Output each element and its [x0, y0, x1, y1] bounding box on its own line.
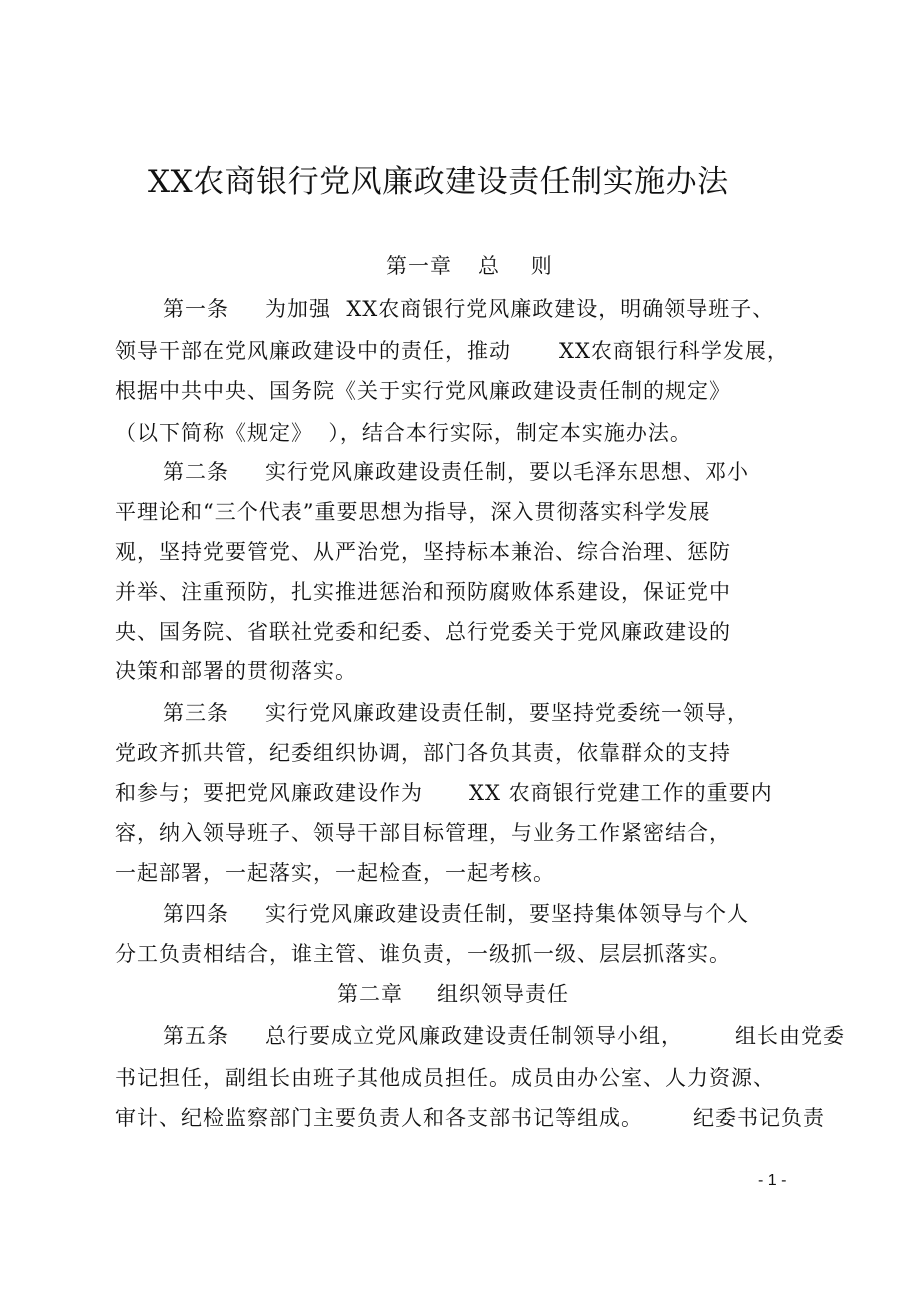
chapter-number: 第二章	[337, 982, 403, 1006]
article-line: 容，纳入领导班子、领导干部目标管理，与业务工作紧密结合，	[115, 821, 731, 845]
article-text: 为加强 XX农商银行党风廉政建设，明确领导班子、	[265, 297, 775, 321]
article-text: 审计、纪检监察部门主要负责人和各支部书记等组成。	[115, 1106, 643, 1130]
article-text: 实行党风廉政建设责任制，要坚持集体领导与个人	[265, 902, 749, 926]
article-line: 一起部署，一起落实，一起检查，一起考核。	[115, 861, 555, 885]
article-text: 和参与；要把党风廉政建设作为	[115, 781, 423, 805]
article-line: 平理论和“三个代表”重要思想为指导，深入贯彻落实科学发展	[115, 500, 711, 524]
article-number: 第五条	[163, 1024, 229, 1048]
article-line	[163, 295, 774, 323]
article-line	[115, 1104, 825, 1132]
article-text: 实行党风廉政建设责任制，要以毛泽东思想、邓小	[265, 460, 749, 484]
article-line: 分工负责相结合，谁主管、谁负责，一级抓一级、层层抓落实。	[115, 942, 731, 966]
chapter-heading	[386, 252, 553, 280]
chapter-name: 组织领导责任	[437, 982, 569, 1006]
article-number: 第二条	[163, 460, 229, 484]
article-line	[115, 779, 773, 807]
article-line	[163, 900, 749, 928]
article-line: 观，坚持党要管党、从严治党，坚持标本兼治、综合治理、惩防	[115, 540, 731, 564]
article-text: XX农商银行科学发展，	[559, 339, 789, 363]
article-line: 根据中共中央、国务院《关于实行党风廉政建设责任制的规定》	[115, 379, 731, 403]
article-line: 书记担任，副组长由班子其他成员担任。成员由办公室、人力资源、	[115, 1066, 775, 1090]
article-line	[163, 458, 749, 486]
article-number: 第一条	[163, 297, 229, 321]
article-line: 并举、注重预防，扎实推进惩治和预防腐败体系建设，保证党中	[115, 580, 731, 604]
article-line: （以下简称《规定》 ），结合本行实际，制定本实施办法。	[115, 421, 692, 445]
document-title: XX农商银行党风廉政建设责任制实施办法	[148, 164, 729, 200]
article-line	[163, 1022, 845, 1050]
article-text: 纪委书记负责	[693, 1106, 825, 1130]
article-text: 领导干部在党风廉政建设中的责任，推动	[115, 339, 511, 363]
article-number: 第三条	[163, 701, 229, 725]
article-line: 党政齐抓共管，纪委组织协调，部门各负其责，依靠群众的支持	[115, 741, 731, 765]
chapter-name: 总 则	[478, 254, 553, 278]
page-number: - 1 -	[758, 1172, 787, 1189]
chapter-number: 第一章	[386, 254, 452, 278]
article-text: 组长由党委	[735, 1024, 845, 1048]
article-text: XX 农商银行党建工作的重要内	[469, 781, 773, 805]
article-line: 决策和部署的贯彻落实。	[115, 659, 357, 683]
article-text: 实行党风廉政建设责任制，要坚持党委统一领导，	[265, 701, 749, 725]
article-line	[163, 699, 749, 727]
article-line	[115, 337, 789, 365]
article-number: 第四条	[163, 902, 229, 926]
article-text: 总行要成立党风廉政建设责任制领导小组，	[265, 1024, 683, 1048]
chapter-heading	[337, 980, 569, 1008]
article-line: 央、国务院、省联社党委和纪委、总行党委关于党风廉政建设的	[115, 620, 731, 644]
